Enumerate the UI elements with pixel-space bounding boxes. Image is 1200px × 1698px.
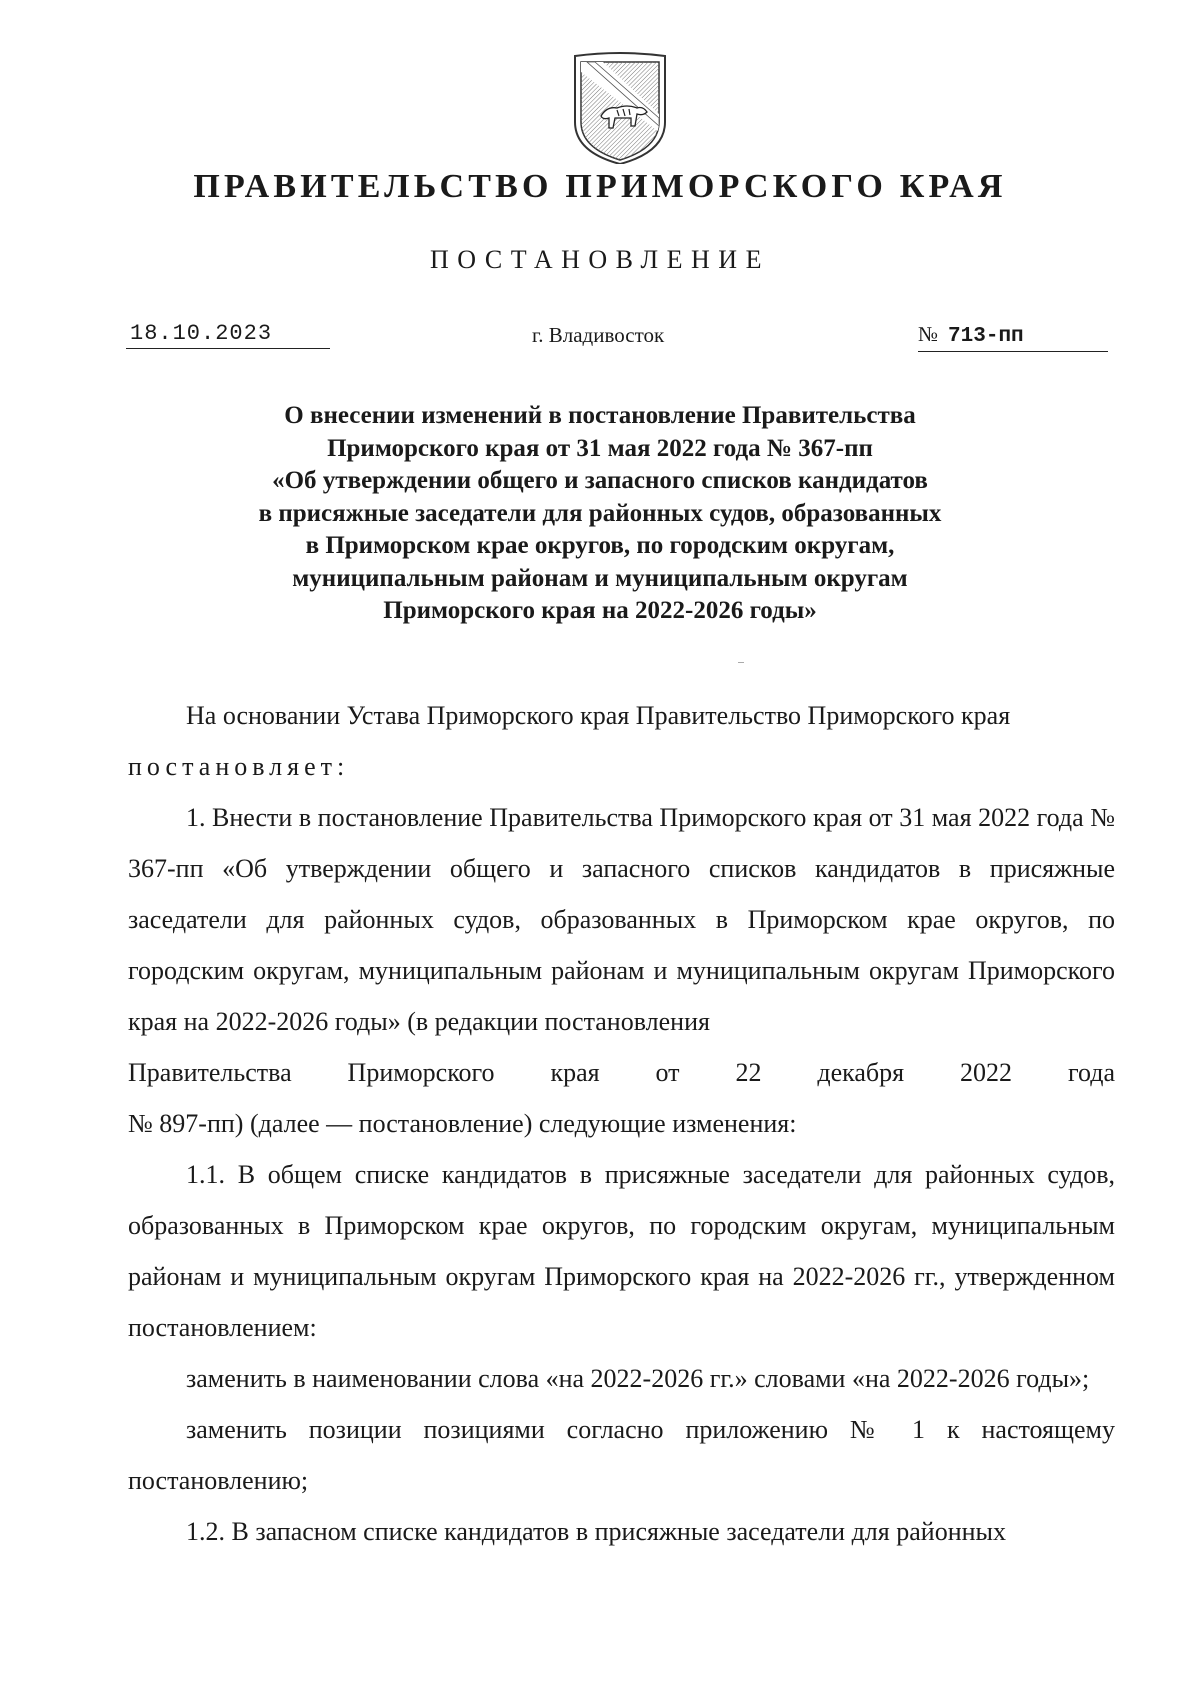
document-number — [918, 320, 1108, 352]
subject-line: Приморского края на 2022-2026 годы» — [383, 597, 817, 624]
paragraph-1-1-b: заменить позиции позициями согласно приложению № 1 к настоящему постановлению; — [128, 1415, 1115, 1495]
government-name: ПРАВИТЕЛЬСТВО ПРИМОРСКОГО КРАЯ — [193, 168, 1007, 205]
paragraph-1 — [128, 792, 1115, 1149]
document-city: г. Владивосток — [532, 323, 665, 347]
document-type: ПОСТАНОВЛЕНИЕ — [430, 245, 770, 274]
document-body — [128, 690, 1115, 1557]
scan-mark — [738, 662, 744, 663]
subject-line: «Об утверждении общего и запасного списков кандидатов — [272, 467, 928, 494]
resolves-word: постановляет: — [128, 752, 350, 781]
paragraph-1-2: 1.2. В запасном списке кандидатов в присяжные заседатели для районных — [186, 1517, 1006, 1546]
subject-line: О внесении изменений в постановление Правительства — [284, 402, 916, 429]
document-date: 18.10.2023 — [126, 320, 330, 349]
paragraph-1-1-a: заменить в наименовании слова «на 2022-2026 гг.» словами «на 2022-2026 годы»; — [186, 1364, 1090, 1393]
paragraph-1-end: № 897-пп) (далее — постановление) следующие изменения: — [128, 1109, 797, 1138]
paragraph-1-text: 1. Внести в постановление Правительства Приморского края от 31 мая 2022 года № 367-пп «Об утверждении общего и запасного списков кандидатов в присяжные заседатели для районных судов, образованных в Приморском крае округов, по городским округам, муниципальным районам и муниципальным округам Приморского края на 2022-2026 годы» (в редакции постановления — [128, 803, 1115, 1036]
subject-line: Приморского края от 31 мая 2022 года № 367-пп — [327, 434, 873, 462]
number-sign: № — [918, 322, 939, 346]
document-subject — [0, 400, 1200, 628]
subject-line: в присяжные заседатели для районных судов, образованных — [258, 499, 942, 527]
paragraph-1-1: 1.1. В общем списке кандидатов в присяжные заседатели для районных судов, образованных в Приморском крае округов, по городским округам, муниципальным районам и муниципальным округам Приморского края на 2022-2026 гг., утвержденном постановлением: — [128, 1160, 1115, 1342]
subject-line: муниципальным районам и муниципальным округам — [292, 564, 908, 592]
preamble-paragraph: На основании Устава Приморского края Правительство Приморского края — [186, 701, 1011, 730]
paragraph-1-justified-line: Правительства Приморского края от 22 декабря 2022 года — [128, 1058, 1115, 1087]
primorsky-coat-of-arms-icon — [573, 52, 667, 164]
document-meta-row — [0, 320, 1200, 360]
number-value: 713-пп — [948, 325, 1024, 348]
subject-line: в Приморском крае округов, по городским округам, — [305, 532, 895, 559]
